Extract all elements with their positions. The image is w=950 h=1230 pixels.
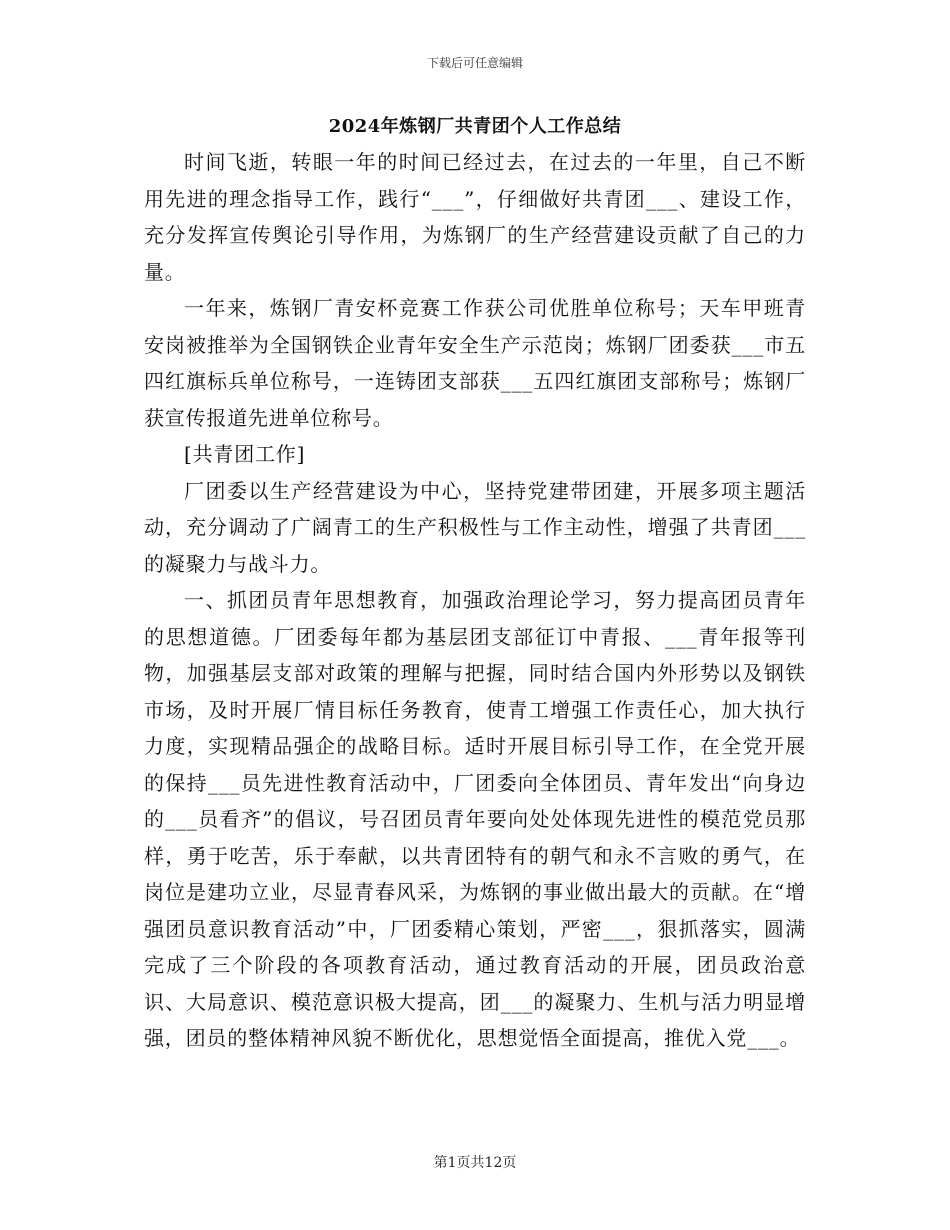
download-note: 下载后可任意编辑	[426, 56, 523, 70]
paragraph-achievements: 一年来，炼钢厂青安杯竞赛工作获公司优胜单位称号；天车甲班青安岗被推举为全国钢铁企业青年安全生产示范岗；炼钢厂团委获___市五四红旗标兵单位称号，一连铸团支部获___五四红旗团支部称号；炼钢厂获宣传报道先进单位称号。	[144, 296, 806, 430]
document-title: 2024年炼钢厂共青团个人工作总结	[328, 116, 622, 137]
page-number: 第1页共12页	[433, 1155, 517, 1171]
paragraph-ideology-education: 一、抓团员青年思想教育，加强政治理论学习，努力提高团员青年的思想道德。厂团委每年都为基层团支部征订中青报、___青年报等刊物，加强基层支部对政策的理解与把握，同时结合国内外形势以及钢铁市场，及时开展厂情目标任务教育，使青工增强工作责任心，加大执行力度，实现精品强企的战略目标。适时开展目标引导工作，在全党开展的保持___员先进性教育活动中，厂团委向全体团员、青年发出“向身边的___员看齐”的倡议，号召团员青年要向处处体现先进性的模范党员那样，勇于吃苦，乐于奉献，以共青团特有的朝气和永不言败的勇气，在岗位是建功立业，尽显青春风采，为炼钢的事业做出最大的贡献。在“增强团员意识教育活动”中，厂团委精心策划，严密___，狠抓落实，圆满完成了三个阶段的各项教育活动，通过教育活动的开展，团员政治意识、大局意识、模范意识极大提高，团___的凝聚力、生机与活力明显增强，团员的整体精神风貌不断优化，思想觉悟全面提高，推优入党___。	[144, 588, 806, 1050]
section-heading-league-work: [共青团工作]	[184, 442, 306, 466]
document-body	[144, 110, 806, 1057]
paragraph-league-overview: 厂团委以生产经营建设为中心，坚持党建带团建，开展多项主题活动，充分调动了广阔青工的生产积极性与工作主动性，增强了共青团___的凝聚力与战斗力。	[144, 478, 806, 576]
paragraph-intro: 时间飞逝，转眼一年的时间已经过去，在过去的一年里，自己不断用先进的理念指导工作，践行“___”，仔细做好共青团___、建设工作，充分发挥宣传舆论引导作用，为炼钢厂的生产经营建设贡献了自己的力量。	[144, 150, 806, 284]
